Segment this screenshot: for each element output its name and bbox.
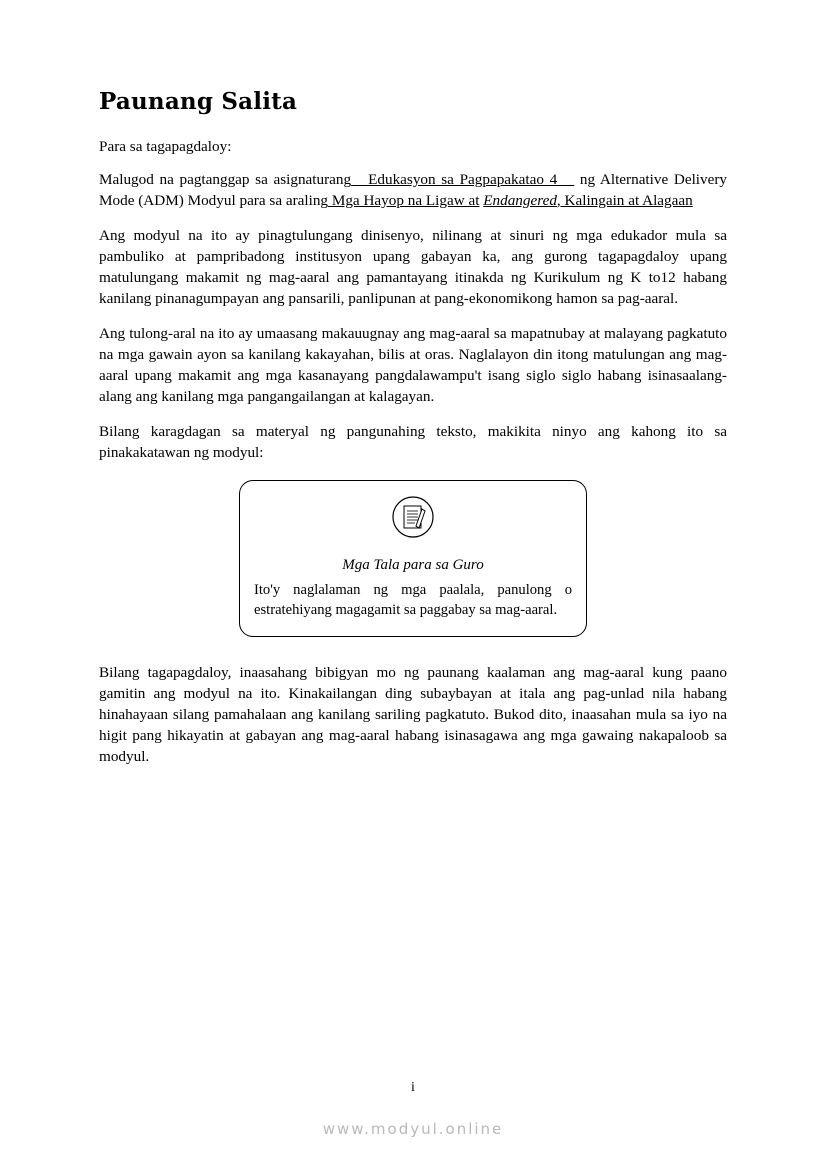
note-title: Mga Tala para sa Guro <box>342 556 484 573</box>
greeting-prefix: Malugod na pagtanggap sa asignaturang <box>99 170 352 188</box>
greeting-paragraph <box>99 170 727 212</box>
topic-rest: , Kalingain at Alagaan <box>556 191 693 209</box>
note-body: Ito'y naglalaman ng mga paalala, panulong o estratehiyang magagamit sa paggabay sa mag-aaral. <box>254 581 572 619</box>
paragraph-1: Ang modyul na ito ay pinagtulungang dinisenyo, nilinang at sinuri ng mga edukador mula sa pambuliko at pampribadong institusyon upang gabayan ka, ang gurong tagapagdaloy upang matulungang makamit ng mag-aaral ang pamantayang itinakda ng Kurikulum ng K to12 habang kanilang pinanagumpayan ang pansarili, panlipunan at pang-ekonomikong hamon sa pag-aaral. <box>99 226 727 307</box>
watermark: www.modyul.online <box>322 1120 504 1138</box>
closing-paragraph: Bilang tagapagdaloy, inaasahang bibigyan mo ng paunang kaalaman ang mag-aaral kung paano gamitin ang modyul na ito. Kinakailangan ding subaybayan at itala ang pag-unlad nila habang hinahayaan silang pamahalaan ang kanilang sariling pagkatuto. Bukod dito, inaasahan mula sa iyo na higit pang hikayatin at gabayan ang mag-aaral habang isinasagawa ang mga gawaing nakapaloob sa modyul. <box>99 664 727 766</box>
paragraph-2: Ang tulong-aral na ito ay umaasang makauugnay ang mag-aaral sa mapatnubay at malayang pagkatuto na mga gawain ayon sa kanilang kakayahan, bilis at oras. Naglalayon din itong matulungan ang mag-aaral upang makamit ang mga kasanayang pangdalawampu't isang siglo siglo habang isinasaalang-alang ang kanilang mga pangangailangan at kalagayan. <box>99 324 727 405</box>
page-number: i <box>411 1080 415 1095</box>
notebook-pencil-icon <box>254 495 572 539</box>
note-box-wrapper <box>99 480 727 638</box>
topic-blank: Mga Hayop na Ligaw at <box>328 191 480 209</box>
page-title: Paunang Salita <box>99 88 298 115</box>
paragraph-3: Bilang karagdagan sa materyal ng pangunahing teksto, makikita ninyo ang kahong ito sa pinakakatawan ng modyul: <box>99 422 727 461</box>
greeting-middle: ng Alternative Delivery Mode (ADM) Modyul para sa araling <box>99 170 728 209</box>
intro-label: Para sa tagapagdaloy: <box>99 138 232 155</box>
subject-blank: Edukasyon sa Pagpapakatao 4 <box>351 170 575 188</box>
teacher-note-box <box>239 480 587 638</box>
topic-italic: Endangered <box>483 191 557 209</box>
